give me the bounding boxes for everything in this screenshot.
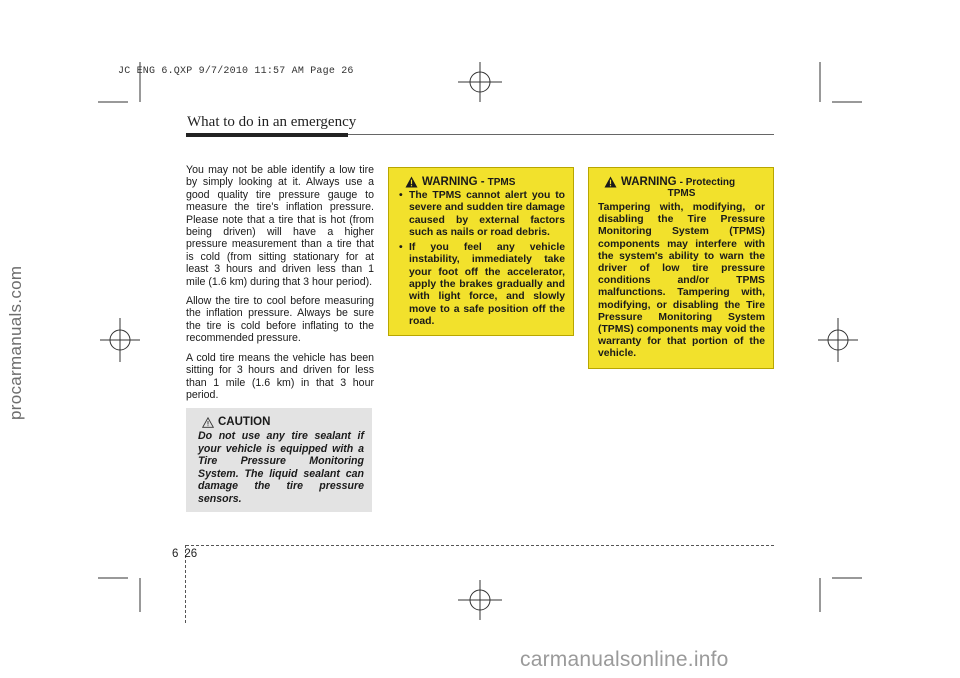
warning-text: Tampering with, modifying, or disabling the Tire Pressure Monitoring System (TPMS) components may interfere with the system's ability to warn the driver of low tire pressure conditions and/or TPMS malfunctions. Tampering with, modifying, or disabling the Tire Pressure Monitoring System (TPMS) components may void the warranty for that portion of the vehicle. [598,202,765,360]
warning-list-item: • The TPMS cannot alert you to severe and sudden tire damage caused by external factors such as nails or road debris. [399,190,565,239]
body-text-column [186,164,374,408]
warning-header [405,176,565,188]
warning-triangle-icon [405,176,418,188]
page-number [172,548,197,560]
warning-subtitle: TPMS [487,177,516,188]
watermark-left: procarmanuals.com [6,265,25,420]
caution-triangle-icon [202,417,214,428]
warning-list [399,190,565,328]
warning-list-item: • If you feel any vehicle instability, immediately take your foot off the accelerator, apply the brakes gradually and with light force, and slowly move to a safe position off the road. [399,242,565,328]
warning-subtitle: - Protecting [679,177,736,188]
footer-rule [186,545,774,546]
warning-title: WARNING [621,176,677,188]
watermark-bottom: carmanualsonline.info [520,648,729,671]
warning-box-tpms [388,167,574,336]
caution-box [186,408,372,512]
print-slug: JC ENG 6.QXP 9/7/2010 11:57 AM Page 26 [118,66,354,77]
caution-text: Do not use any tire sealant if your vehicle is equipped with a Tire Pressure Monitoring System. The liquid sealant can damage the tire pressure sensors. [198,430,364,505]
warning-title: WARNING - [422,176,485,188]
body-paragraph: Allow the tire to cool before measuring the inflation pressure. Always be sure the tire is cold before inflating to the recommended pressure. [186,295,374,345]
body-paragraph: A cold tire means the vehicle has been sitting for 3 hours and driven for less than 1 mile (1.6 km) in that 3 hour period. [186,351,374,401]
body-paragraph: You may not be able identify a low tire by simply looking at it. Always use a good quality tire pressure gauge to measure the tire's inflation pressure. Please note that a tire that is hot (from being driven) will have a higher pressure measurement than a tire that is cold (from sitting stationary for at least 3 hours and driven less than 1 mile (1.6 km) during that 3 hour period). [186,164,374,288]
page-number-value: 26 [184,548,198,560]
warning-triangle-icon [604,176,617,188]
warning-subtitle-line2: TPMS [667,188,696,199]
header-rule-accent [186,133,348,137]
section-title: What to do in an emergency [187,114,357,130]
warning-header [604,176,765,188]
caution-title: CAUTION [218,416,271,428]
chapter-number: 6 [172,548,179,560]
warning-box-protecting-tpms [588,167,774,369]
caution-header [202,416,364,428]
